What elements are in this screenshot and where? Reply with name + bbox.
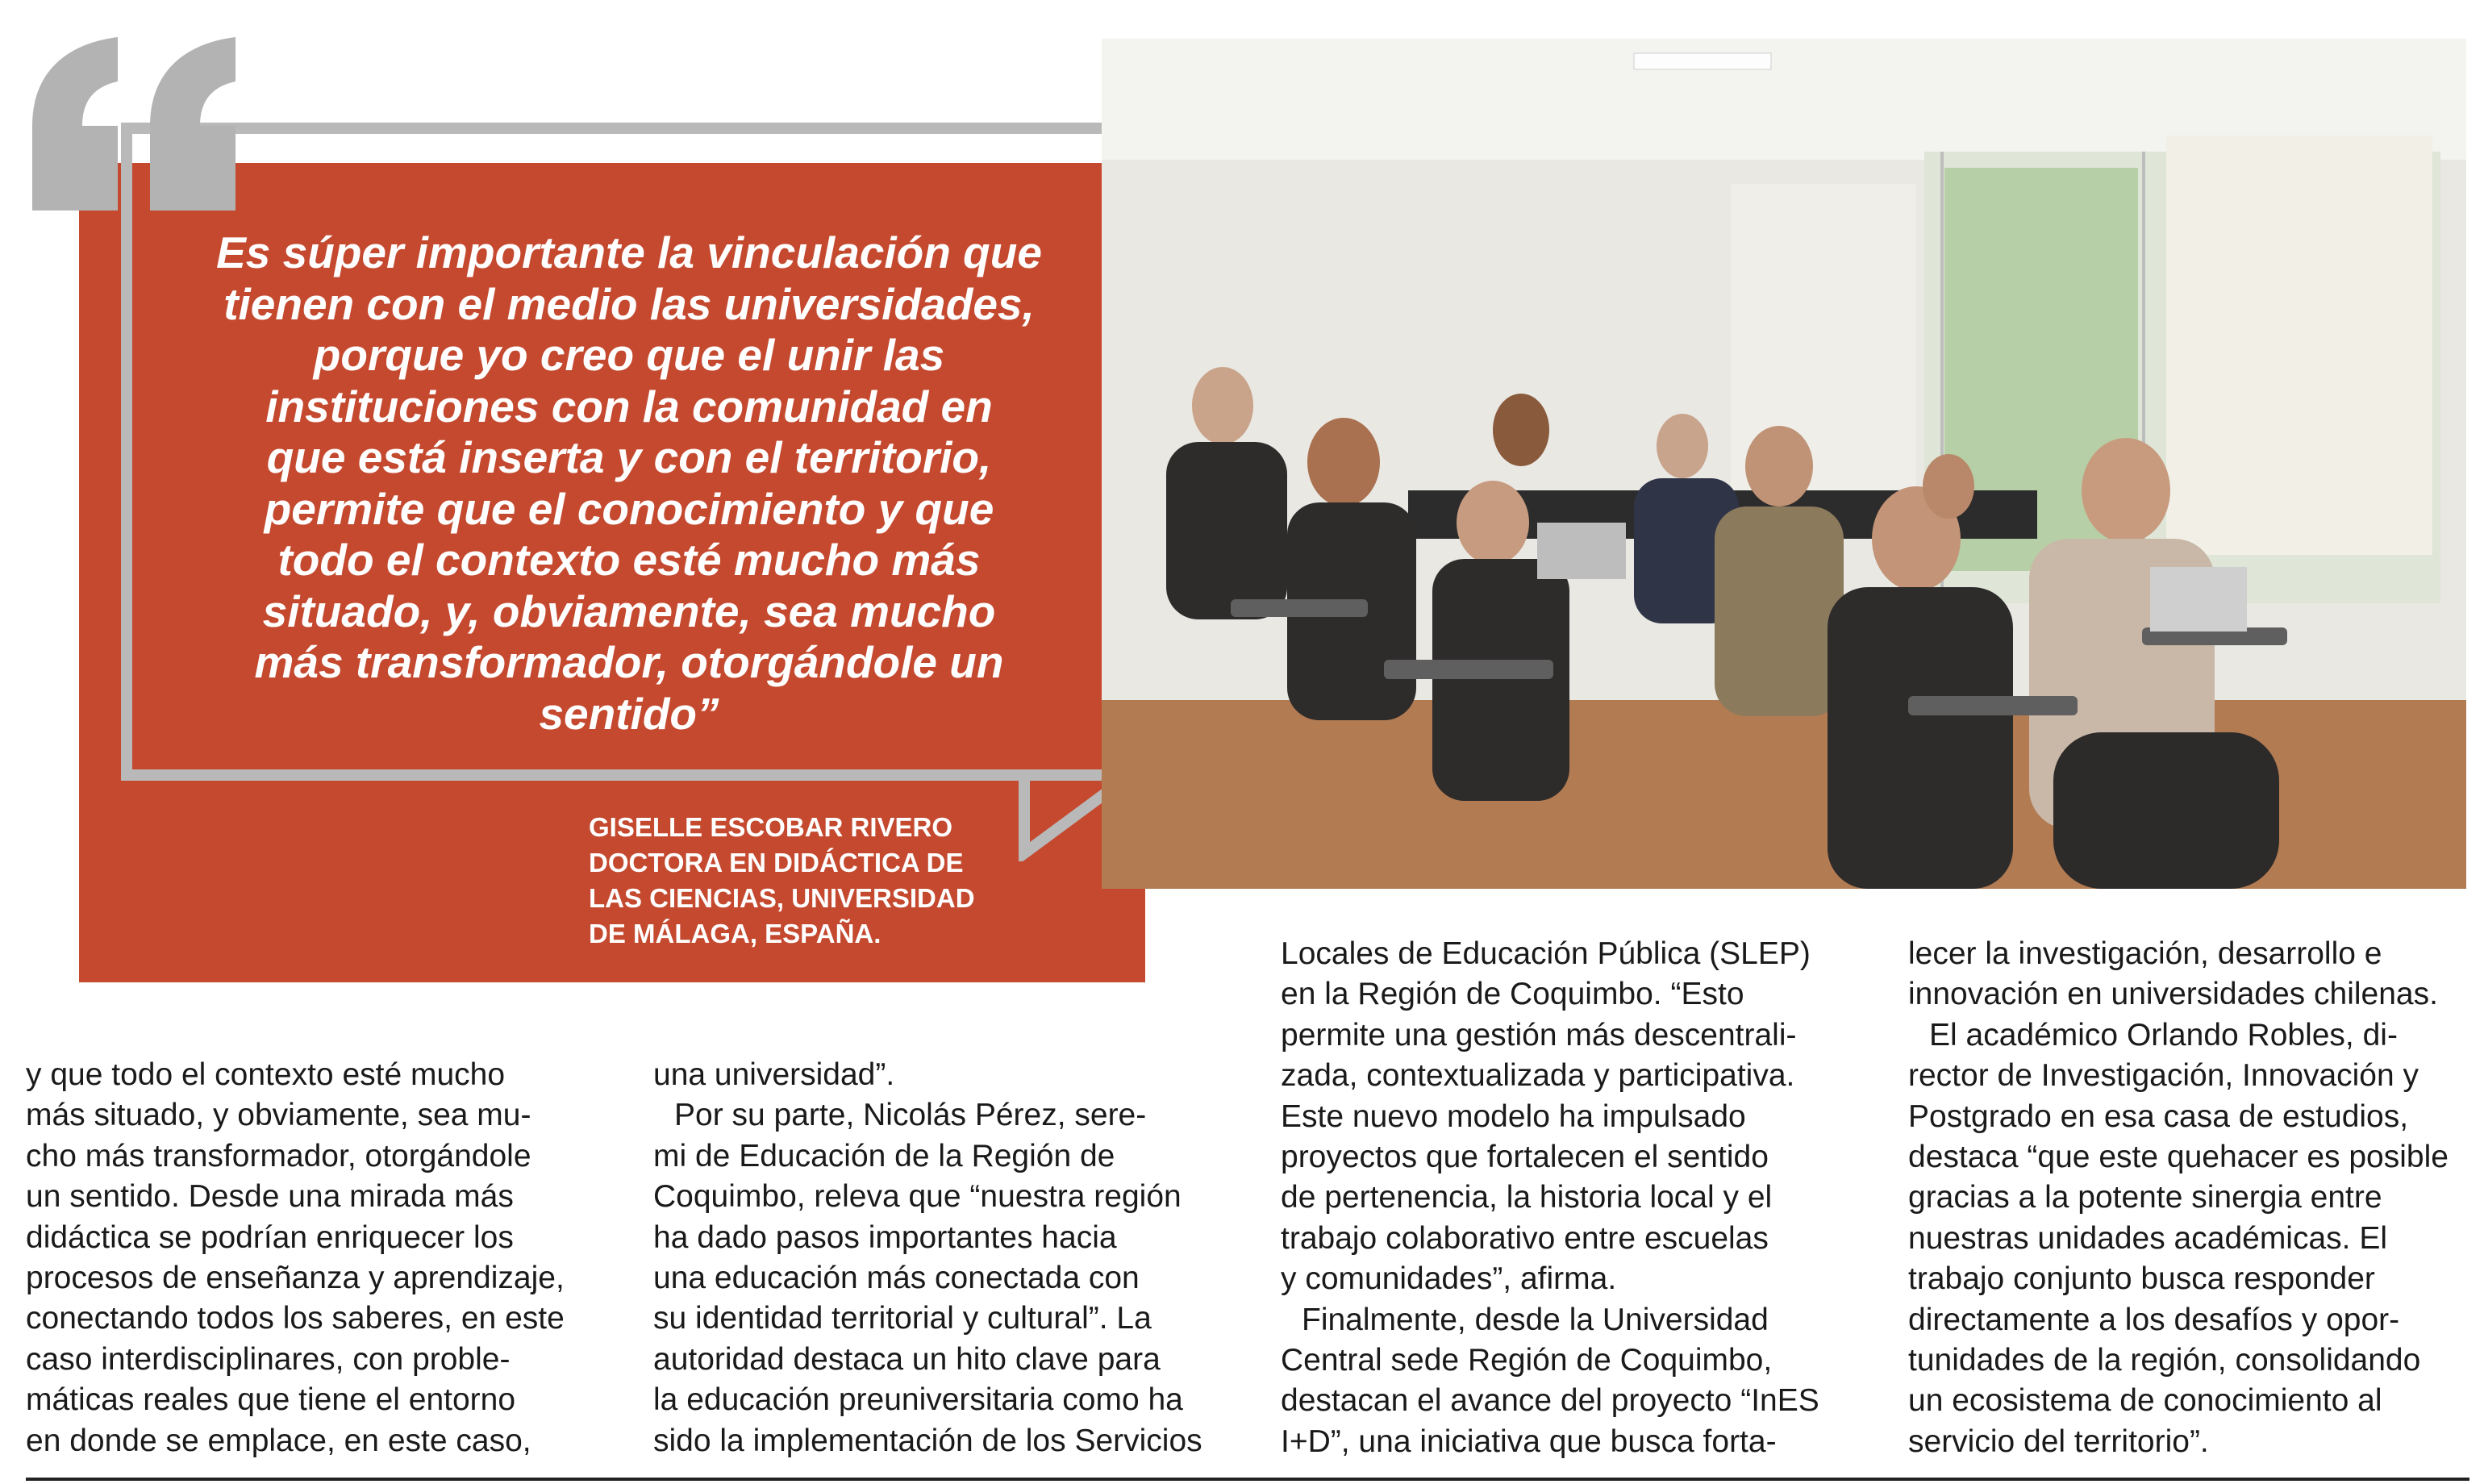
article-line: un ecosistema de conocimiento al: [1908, 1383, 2382, 1419]
article-line: de pertenencia, la historia local y el: [1281, 1180, 1773, 1215]
classroom-photo: [1102, 39, 2466, 889]
article-line: El académico Orlando Robles, di-: [1929, 1017, 2398, 1053]
classroom-image: [1102, 39, 2466, 889]
article-line: en donde se emplace, en este caso,: [26, 1423, 531, 1458]
article-line: Central sede Región de Coquimbo,: [1281, 1343, 1773, 1378]
article-line: destaca “que este quehacer es posible: [1908, 1140, 2449, 1175]
article-line: Postgrado en esa casa de estudios,: [1908, 1098, 2409, 1134]
article-line: Por su parte, Nicolás Pérez, sere-: [674, 1098, 1147, 1133]
quote-line: instituciones con la comunidad en: [265, 381, 993, 431]
article-line: una universidad”.: [653, 1057, 895, 1092]
article-line: autoridad destaca un hito clave para: [653, 1341, 1161, 1377]
article-line: proyectos que fortalecen el sentido: [1281, 1140, 1769, 1175]
attribution-title: LAS CIENCIAS, UNIVERSIDAD: [589, 883, 975, 913]
article-line: un sentido. Desde una mirada más: [26, 1179, 514, 1215]
article-line: lecer la investigación, desarrollo e: [1908, 936, 2382, 971]
quote-line: Es súper importante la vinculación que: [216, 227, 1042, 277]
article-line: en la Región de Coquimbo. “Esto: [1281, 977, 1744, 1012]
article-line: zada, contextualizada y participativa.: [1281, 1058, 1795, 1094]
quote-line: todo el contexto esté mucho más: [277, 535, 981, 585]
article-line: servicio del territorio”.: [1908, 1424, 2209, 1459]
quote-line: que está inserta y con el territorio,: [266, 432, 992, 482]
article-line: una educación más conectada con: [653, 1261, 1140, 1296]
article-column-3: [1281, 934, 1841, 1462]
article-line: y comunidades”, afirma.: [1281, 1261, 1617, 1297]
article-line: trabajo conjunto busca responder: [1908, 1261, 2375, 1297]
article-line: Este nuevo modelo ha impulsado: [1281, 1098, 1746, 1134]
quote-line: sentido”: [539, 688, 719, 739]
article-line: Coquimbo, releva que “nuestra región: [653, 1179, 1182, 1215]
article-line: la educación preuniversitaria como ha: [653, 1382, 1183, 1418]
article-line: directamente a los desafíos y opor-: [1908, 1302, 2400, 1337]
article-column-1: [26, 1055, 586, 1461]
quote-line: más transformador, otorgándole un: [254, 637, 1004, 687]
quote-line: porque yo creo que el unir las: [313, 330, 945, 380]
quote-frame-left: [121, 123, 132, 776]
quote-line: permite que el conocimiento y que: [264, 483, 994, 534]
attribution-name: GISELLE ESCOBAR RIVERO: [589, 812, 953, 842]
article-line: tunidades de la región, consolidando: [1908, 1343, 2421, 1378]
article-line: gracias a la potente sinergia entre: [1908, 1180, 2382, 1215]
quotation-mark-icon: [29, 37, 239, 211]
article-line: didáctica se podrían enriquecer los: [26, 1219, 514, 1255]
article-column-2: [653, 1055, 1214, 1461]
quote-line: situado, y, obviamente, sea mucho: [262, 586, 996, 636]
article-column-4: [1908, 934, 2469, 1462]
article-line: permite una gestión más descentrali-: [1281, 1017, 1797, 1053]
article-line: más situado, y obviamente, sea mu-: [26, 1098, 531, 1133]
article-line: sido la implementación de los Servicios: [653, 1423, 1202, 1458]
article-line: conectando todos los saberes, en este: [26, 1301, 565, 1336]
article-line: destacan el avance del proyecto “InES: [1281, 1383, 1819, 1419]
article-line: rector de Investigación, Innovación y: [1908, 1058, 2419, 1094]
bottom-rule: [26, 1478, 2469, 1481]
article-line: máticas reales que tiene el entorno: [26, 1382, 516, 1418]
article-line: su identidad territorial y cultural”. La: [653, 1301, 1152, 1336]
pull-quote-text: [145, 227, 1113, 740]
article-line: trabajo colaborativo entre escuelas: [1281, 1220, 1769, 1256]
article-line: procesos de enseñanza y aprendizaje,: [26, 1261, 565, 1296]
quote-line: tienen con el medio las universidades,: [223, 278, 1035, 329]
article-line: Finalmente, desde la Universidad: [1302, 1302, 1769, 1337]
article-line: nuestras unidades académicas. El: [1908, 1220, 2388, 1256]
attribution-title: DOCTORA EN DIDÁCTICA DE: [589, 848, 964, 877]
quote-attribution: [589, 810, 1040, 952]
article-line: caso interdisciplinares, con proble-: [26, 1341, 511, 1377]
article-line: I+D”, una iniciativa que busca forta-: [1281, 1424, 1777, 1459]
article-line: y que todo el contexto esté mucho: [26, 1057, 506, 1092]
article-line: ha dado pasos importantes hacia: [653, 1219, 1117, 1255]
article-line: mi de Educación de la Región de: [653, 1138, 1115, 1173]
quote-frame-top: [121, 123, 1210, 134]
attribution-title: DE MÁLAGA, ESPAÑA.: [589, 919, 881, 948]
article-line: cho más transformador, otorgándole: [26, 1138, 531, 1173]
article-line: innovación en universidades chilenas.: [1908, 977, 2438, 1012]
article-line: Locales de Educación Pública (SLEP): [1281, 936, 1811, 971]
